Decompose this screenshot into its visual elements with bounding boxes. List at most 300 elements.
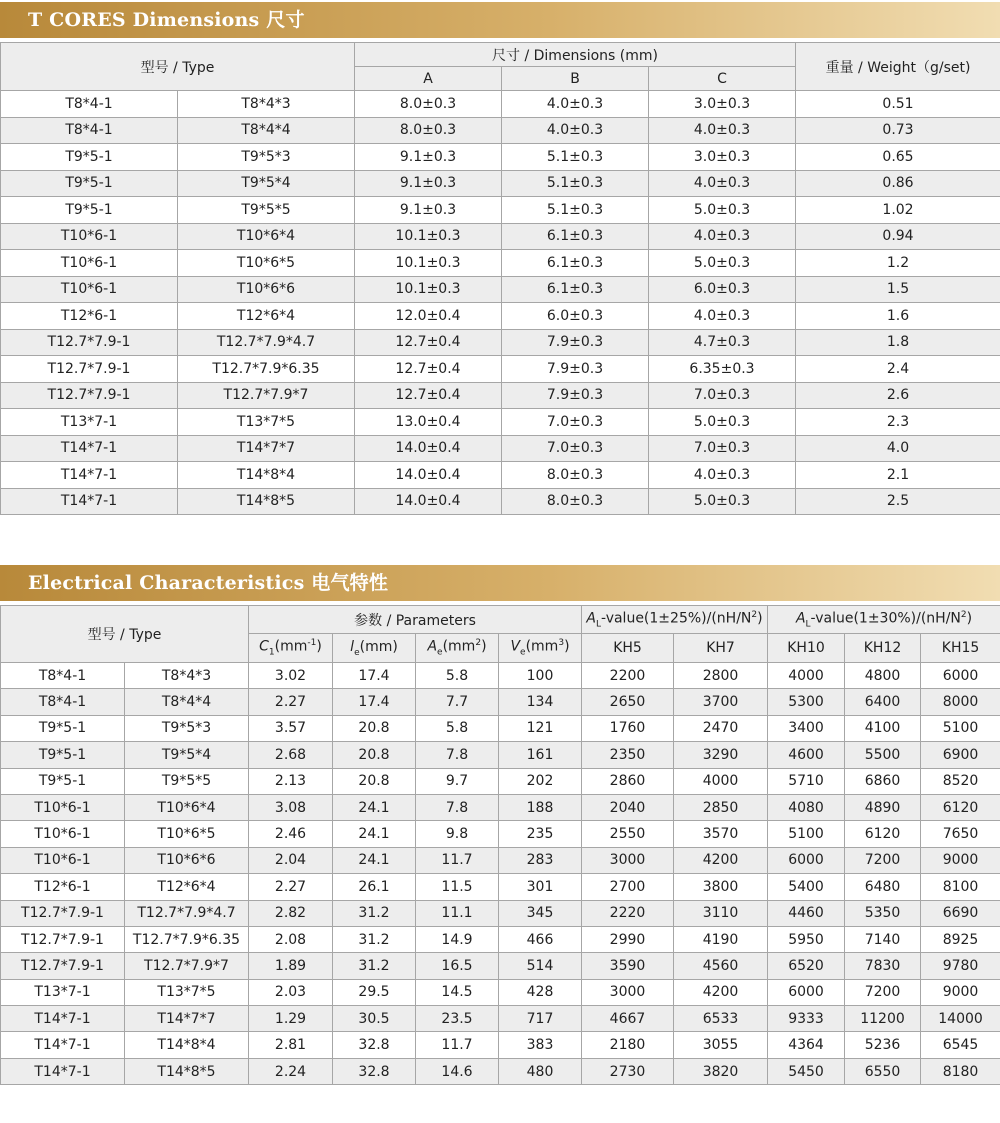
dim-c-cell: 5.0±0.3 <box>649 409 796 436</box>
elec-type-header: 型号 / Type <box>1 606 249 663</box>
type-cell: T13*7*5 <box>125 979 249 1005</box>
ae-cell: 23.5 <box>416 1006 499 1032</box>
ve-cell: 717 <box>499 1006 582 1032</box>
le-cell: 20.8 <box>333 768 416 794</box>
le-cell: 31.2 <box>333 953 416 979</box>
ve-cell: 202 <box>499 768 582 794</box>
le-cell: 32.8 <box>333 1058 416 1084</box>
kh10-cell: 3400 <box>768 715 845 741</box>
series-cell: T10*6-1 <box>1 276 178 303</box>
series-cell: T12.7*7.9-1 <box>1 382 178 409</box>
table-row <box>1 223 1000 250</box>
dim-a-cell: 8.0±0.3 <box>355 91 502 118</box>
kh12-cell: 7140 <box>845 926 921 952</box>
weight-cell: 1.2 <box>796 250 1000 277</box>
kh5-cell: 2040 <box>582 794 674 820</box>
table-row <box>1 768 1000 794</box>
ae-cell: 14.6 <box>416 1058 499 1084</box>
type-cell: T14*8*4 <box>125 1032 249 1058</box>
type-cell: T12.7*7.9*4.7 <box>125 900 249 926</box>
ve-cell: 514 <box>499 953 582 979</box>
le-cell: 20.8 <box>333 715 416 741</box>
dim-b-cell: 7.9±0.3 <box>502 356 649 383</box>
series-cell: T12.7*7.9-1 <box>1 926 125 952</box>
dim-b-cell: 5.1±0.3 <box>502 144 649 171</box>
kh7-cell: 3290 <box>674 742 768 768</box>
ve-cell: 283 <box>499 847 582 873</box>
type-cell: T9*5*4 <box>178 170 355 197</box>
table-row <box>1 303 1000 330</box>
table-row <box>1 874 1000 900</box>
dim-a-cell: 10.1±0.3 <box>355 223 502 250</box>
c1-cell: 2.46 <box>249 821 333 847</box>
type-cell: T12*6*4 <box>178 303 355 330</box>
c1-cell: 1.89 <box>249 953 333 979</box>
kh10-cell: 4080 <box>768 794 845 820</box>
type-cell: T12.7*7.9*4.7 <box>178 329 355 356</box>
ae-cell: 11.1 <box>416 900 499 926</box>
c1-cell: 2.24 <box>249 1058 333 1084</box>
series-cell: T8*4-1 <box>1 663 125 689</box>
dim-c-cell: 3.0±0.3 <box>649 144 796 171</box>
kh15-cell: 8100 <box>921 874 1000 900</box>
kh15-cell: 7650 <box>921 821 1000 847</box>
weight-cell: 1.02 <box>796 197 1000 224</box>
kh10-cell: 9333 <box>768 1006 845 1032</box>
series-cell: T9*5-1 <box>1 742 125 768</box>
table-row <box>1 821 1000 847</box>
dim-c-cell: 4.0±0.3 <box>649 462 796 489</box>
kh5-cell: 2650 <box>582 689 674 715</box>
ae-cell: 11.7 <box>416 1032 499 1058</box>
table-row <box>1 91 1000 118</box>
kh5-cell: 2860 <box>582 768 674 794</box>
table-row <box>1 663 1000 689</box>
kh15-cell: 6690 <box>921 900 1000 926</box>
kh12-cell: 6550 <box>845 1058 921 1084</box>
c1-cell: 1.29 <box>249 1006 333 1032</box>
dim-a-cell: 10.1±0.3 <box>355 276 502 303</box>
kh12-cell: 7200 <box>845 847 921 873</box>
series-cell: T14*7-1 <box>1 435 178 462</box>
dim-a-cell: 9.1±0.3 <box>355 170 502 197</box>
dim-c-cell: 4.0±0.3 <box>649 303 796 330</box>
series-cell: T10*6-1 <box>1 223 178 250</box>
kh10-cell: 4364 <box>768 1032 845 1058</box>
kh7-cell: 3800 <box>674 874 768 900</box>
kh7-cell: 3110 <box>674 900 768 926</box>
series-cell: T12*6-1 <box>1 874 125 900</box>
ve-cell: 134 <box>499 689 582 715</box>
le-cell: 29.5 <box>333 979 416 1005</box>
c1-cell: 2.03 <box>249 979 333 1005</box>
type-header: 型号 / Type <box>1 43 355 91</box>
ve-cell: 188 <box>499 794 582 820</box>
kh7-cell: 6533 <box>674 1006 768 1032</box>
ae-cell: 5.8 <box>416 663 499 689</box>
kh12-cell: 6860 <box>845 768 921 794</box>
kh12-cell: 6120 <box>845 821 921 847</box>
type-cell: T14*7*7 <box>125 1006 249 1032</box>
kh15-cell: 8000 <box>921 689 1000 715</box>
series-cell: T12.7*7.9-1 <box>1 953 125 979</box>
dimensions-table <box>0 42 1000 515</box>
table-row <box>1 462 1000 489</box>
le-cell: 24.1 <box>333 821 416 847</box>
weight-cell: 0.94 <box>796 223 1000 250</box>
kh5-cell: 2220 <box>582 900 674 926</box>
le-cell: 30.5 <box>333 1006 416 1032</box>
weight-cell: 2.3 <box>796 409 1000 436</box>
ve-cell: 345 <box>499 900 582 926</box>
dim-a-cell: 9.1±0.3 <box>355 197 502 224</box>
kh15-header: KH15 <box>921 634 1000 663</box>
kh7-cell: 2470 <box>674 715 768 741</box>
c1-cell: 2.04 <box>249 847 333 873</box>
dim-b-cell: 7.0±0.3 <box>502 435 649 462</box>
type-cell: T12.7*7.9*7 <box>125 953 249 979</box>
dimensions-header: 尺寸 / Dimensions (mm) <box>355 43 796 67</box>
kh7-cell: 3700 <box>674 689 768 715</box>
kh12-cell: 5500 <box>845 742 921 768</box>
table-row <box>1 742 1000 768</box>
kh10-cell: 4460 <box>768 900 845 926</box>
col-a-header: A <box>355 67 502 91</box>
ae-cell: 14.9 <box>416 926 499 952</box>
weight-cell: 0.65 <box>796 144 1000 171</box>
ae-cell: 7.8 <box>416 742 499 768</box>
dim-b-cell: 5.1±0.3 <box>502 197 649 224</box>
dim-c-cell: 4.0±0.3 <box>649 223 796 250</box>
kh12-cell: 4890 <box>845 794 921 820</box>
table-row <box>1 170 1000 197</box>
series-cell: T12*6-1 <box>1 303 178 330</box>
dim-a-cell: 10.1±0.3 <box>355 250 502 277</box>
kh15-cell: 6120 <box>921 794 1000 820</box>
series-cell: T9*5-1 <box>1 768 125 794</box>
type-cell: T14*8*5 <box>178 488 355 515</box>
kh5-cell: 2200 <box>582 663 674 689</box>
weight-cell: 0.86 <box>796 170 1000 197</box>
dim-b-cell: 7.9±0.3 <box>502 329 649 356</box>
kh7-cell: 4200 <box>674 979 768 1005</box>
c1-cell: 3.02 <box>249 663 333 689</box>
kh5-cell: 2700 <box>582 874 674 900</box>
table-row <box>1 409 1000 436</box>
type-cell: T9*5*3 <box>125 715 249 741</box>
series-cell: T14*7-1 <box>1 488 178 515</box>
type-cell: T8*4*3 <box>125 663 249 689</box>
table-row <box>1 329 1000 356</box>
kh7-cell: 3820 <box>674 1058 768 1084</box>
dim-a-cell: 12.7±0.4 <box>355 356 502 383</box>
kh5-cell: 4667 <box>582 1006 674 1032</box>
ae-header: $A_e(mm^2)$ <box>416 634 499 663</box>
dim-c-cell: 4.0±0.3 <box>649 170 796 197</box>
kh12-cell: 5236 <box>845 1032 921 1058</box>
le-cell: 31.2 <box>333 926 416 952</box>
dim-c-cell: 7.0±0.3 <box>649 382 796 409</box>
dim-c-cell: 4.0±0.3 <box>649 117 796 144</box>
kh15-cell: 8925 <box>921 926 1000 952</box>
series-cell: T13*7-1 <box>1 409 178 436</box>
type-cell: T10*6*4 <box>125 794 249 820</box>
al-30-header: $A_L-value(1\pm 30\%)/(nH/N^2)$ <box>768 606 1000 634</box>
kh7-cell: 4200 <box>674 847 768 873</box>
type-cell: T10*6*6 <box>125 847 249 873</box>
kh10-header: KH10 <box>768 634 845 663</box>
table-row <box>1 382 1000 409</box>
kh12-cell: 6400 <box>845 689 921 715</box>
kh10-cell: 6000 <box>768 847 845 873</box>
weight-cell: 1.5 <box>796 276 1000 303</box>
dim-c-cell: 5.0±0.3 <box>649 197 796 224</box>
c1-cell: 2.81 <box>249 1032 333 1058</box>
weight-cell: 1.6 <box>796 303 1000 330</box>
ve-cell: 466 <box>499 926 582 952</box>
type-cell: T9*5*5 <box>178 197 355 224</box>
type-cell: T10*6*6 <box>178 276 355 303</box>
weight-header: 重量 / Weight（g/set) <box>796 43 1000 91</box>
weight-cell: 2.6 <box>796 382 1000 409</box>
kh5-cell: 1760 <box>582 715 674 741</box>
ve-cell: 383 <box>499 1032 582 1058</box>
kh7-cell: 3055 <box>674 1032 768 1058</box>
dim-c-cell: 5.0±0.3 <box>649 488 796 515</box>
kh12-header: KH12 <box>845 634 921 663</box>
ve-cell: 428 <box>499 979 582 1005</box>
dim-c-cell: 6.0±0.3 <box>649 276 796 303</box>
weight-cell: 1.8 <box>796 329 1000 356</box>
type-cell: T9*5*3 <box>178 144 355 171</box>
kh10-cell: 6520 <box>768 953 845 979</box>
dim-b-cell: 8.0±0.3 <box>502 488 649 515</box>
electrical-section-title: Electrical Characteristics 电气特性 <box>0 565 1000 601</box>
series-cell: T10*6-1 <box>1 821 125 847</box>
ae-cell: 9.8 <box>416 821 499 847</box>
table-row <box>1 197 1000 224</box>
le-cell: 26.1 <box>333 874 416 900</box>
dimensions-section-title: T CORES Dimensions 尺寸 <box>0 2 1000 38</box>
dim-a-cell: 9.1±0.3 <box>355 144 502 171</box>
kh10-cell: 4000 <box>768 663 845 689</box>
series-cell: T9*5-1 <box>1 715 125 741</box>
dim-c-cell: 5.0±0.3 <box>649 250 796 277</box>
kh5-cell: 3590 <box>582 953 674 979</box>
kh5-cell: 3000 <box>582 847 674 873</box>
dim-a-cell: 12.7±0.4 <box>355 329 502 356</box>
series-cell: T13*7-1 <box>1 979 125 1005</box>
col-b-header: B <box>502 67 649 91</box>
col-c-header: C <box>649 67 796 91</box>
c1-cell: 2.08 <box>249 926 333 952</box>
kh10-cell: 5300 <box>768 689 845 715</box>
type-cell: T14*8*4 <box>178 462 355 489</box>
kh7-cell: 2800 <box>674 663 768 689</box>
kh10-cell: 5710 <box>768 768 845 794</box>
kh10-cell: 5400 <box>768 874 845 900</box>
c1-cell: 2.27 <box>249 874 333 900</box>
kh7-header: KH7 <box>674 634 768 663</box>
series-cell: T14*7-1 <box>1 462 178 489</box>
kh10-cell: 5450 <box>768 1058 845 1084</box>
kh5-cell: 2990 <box>582 926 674 952</box>
type-cell: T8*4*4 <box>178 117 355 144</box>
table-row <box>1 689 1000 715</box>
type-cell: T14*8*5 <box>125 1058 249 1084</box>
table-row <box>1 847 1000 873</box>
series-cell: T14*7-1 <box>1 1058 125 1084</box>
dim-b-cell: 8.0±0.3 <box>502 462 649 489</box>
ae-cell: 9.7 <box>416 768 499 794</box>
kh7-cell: 2850 <box>674 794 768 820</box>
c1-cell: 3.57 <box>249 715 333 741</box>
parameters-header: 参数 / Parameters <box>249 606 582 634</box>
ae-cell: 11.7 <box>416 847 499 873</box>
dim-b-cell: 7.0±0.3 <box>502 409 649 436</box>
series-cell: T9*5-1 <box>1 170 178 197</box>
kh7-cell: 4560 <box>674 953 768 979</box>
series-cell: T8*4-1 <box>1 689 125 715</box>
kh12-cell: 4800 <box>845 663 921 689</box>
c1-cell: 3.08 <box>249 794 333 820</box>
le-cell: 20.8 <box>333 742 416 768</box>
kh15-cell: 6000 <box>921 663 1000 689</box>
kh15-cell: 6900 <box>921 742 1000 768</box>
table-row <box>1 356 1000 383</box>
type-cell: T12.7*7.9*7 <box>178 382 355 409</box>
series-cell: T9*5-1 <box>1 144 178 171</box>
table-row <box>1 926 1000 952</box>
dim-b-cell: 6.1±0.3 <box>502 250 649 277</box>
series-cell: T9*5-1 <box>1 197 178 224</box>
kh7-cell: 3570 <box>674 821 768 847</box>
dim-b-cell: 4.0±0.3 <box>502 91 649 118</box>
weight-cell: 2.5 <box>796 488 1000 515</box>
type-cell: T8*4*3 <box>178 91 355 118</box>
table-row <box>1 435 1000 462</box>
kh10-cell: 5950 <box>768 926 845 952</box>
dim-a-cell: 14.0±0.4 <box>355 462 502 489</box>
table-row <box>1 250 1000 277</box>
weight-cell: 0.73 <box>796 117 1000 144</box>
kh15-cell: 9000 <box>921 979 1000 1005</box>
c1-header: $C_1(mm^{-1})$ <box>249 634 333 663</box>
type-cell: T10*6*5 <box>125 821 249 847</box>
series-cell: T12.7*7.9-1 <box>1 329 178 356</box>
dim-a-cell: 14.0±0.4 <box>355 488 502 515</box>
weight-cell: 4.0 <box>796 435 1000 462</box>
dim-a-cell: 12.7±0.4 <box>355 382 502 409</box>
kh15-cell: 9780 <box>921 953 1000 979</box>
kh5-cell: 3000 <box>582 979 674 1005</box>
le-cell: 17.4 <box>333 689 416 715</box>
ae-cell: 7.8 <box>416 794 499 820</box>
ve-cell: 480 <box>499 1058 582 1084</box>
kh10-cell: 5100 <box>768 821 845 847</box>
ae-cell: 11.5 <box>416 874 499 900</box>
kh5-cell: 2730 <box>582 1058 674 1084</box>
c1-cell: 2.68 <box>249 742 333 768</box>
table-row <box>1 1058 1000 1084</box>
le-cell: 17.4 <box>333 663 416 689</box>
table-row <box>1 953 1000 979</box>
ve-cell: 235 <box>499 821 582 847</box>
series-cell: T10*6-1 <box>1 847 125 873</box>
type-cell: T10*6*4 <box>178 223 355 250</box>
kh12-cell: 4100 <box>845 715 921 741</box>
dim-b-cell: 7.9±0.3 <box>502 382 649 409</box>
ae-cell: 14.5 <box>416 979 499 1005</box>
ve-cell: 301 <box>499 874 582 900</box>
type-cell: T9*5*5 <box>125 768 249 794</box>
electrical-table <box>0 605 1000 1085</box>
kh10-cell: 4600 <box>768 742 845 768</box>
table-row <box>1 794 1000 820</box>
kh5-header: KH5 <box>582 634 674 663</box>
kh15-cell: 8520 <box>921 768 1000 794</box>
weight-cell: 0.51 <box>796 91 1000 118</box>
series-cell: T8*4-1 <box>1 91 178 118</box>
kh15-cell: 14000 <box>921 1006 1000 1032</box>
ae-cell: 7.7 <box>416 689 499 715</box>
type-cell: T10*6*5 <box>178 250 355 277</box>
kh12-cell: 7200 <box>845 979 921 1005</box>
dim-b-cell: 4.0±0.3 <box>502 117 649 144</box>
dim-c-cell: 6.35±0.3 <box>649 356 796 383</box>
c1-cell: 2.13 <box>249 768 333 794</box>
le-cell: 31.2 <box>333 900 416 926</box>
dim-a-cell: 13.0±0.4 <box>355 409 502 436</box>
series-cell: T10*6-1 <box>1 794 125 820</box>
type-cell: T12*6*4 <box>125 874 249 900</box>
kh15-cell: 5100 <box>921 715 1000 741</box>
le-cell: 24.1 <box>333 794 416 820</box>
kh7-cell: 4000 <box>674 768 768 794</box>
kh12-cell: 11200 <box>845 1006 921 1032</box>
dim-a-cell: 14.0±0.4 <box>355 435 502 462</box>
kh15-cell: 6545 <box>921 1032 1000 1058</box>
series-cell: T12.7*7.9-1 <box>1 356 178 383</box>
table-row <box>1 979 1000 1005</box>
table-row <box>1 715 1000 741</box>
dim-b-cell: 6.0±0.3 <box>502 303 649 330</box>
weight-cell: 2.1 <box>796 462 1000 489</box>
series-cell: T12.7*7.9-1 <box>1 900 125 926</box>
kh15-cell: 9000 <box>921 847 1000 873</box>
ae-cell: 16.5 <box>416 953 499 979</box>
series-cell: T10*6-1 <box>1 250 178 277</box>
table-row <box>1 117 1000 144</box>
type-cell: T9*5*4 <box>125 742 249 768</box>
kh12-cell: 5350 <box>845 900 921 926</box>
kh5-cell: 2180 <box>582 1032 674 1058</box>
le-cell: 24.1 <box>333 847 416 873</box>
dim-b-cell: 6.1±0.3 <box>502 223 649 250</box>
table-row <box>1 900 1000 926</box>
series-cell: T8*4-1 <box>1 117 178 144</box>
table-row <box>1 144 1000 171</box>
kh12-cell: 7830 <box>845 953 921 979</box>
type-cell: T8*4*4 <box>125 689 249 715</box>
dim-c-cell: 7.0±0.3 <box>649 435 796 462</box>
kh10-cell: 6000 <box>768 979 845 1005</box>
kh5-cell: 2550 <box>582 821 674 847</box>
c1-cell: 2.27 <box>249 689 333 715</box>
dim-c-cell: 3.0±0.3 <box>649 91 796 118</box>
table-row <box>1 276 1000 303</box>
kh15-cell: 8180 <box>921 1058 1000 1084</box>
